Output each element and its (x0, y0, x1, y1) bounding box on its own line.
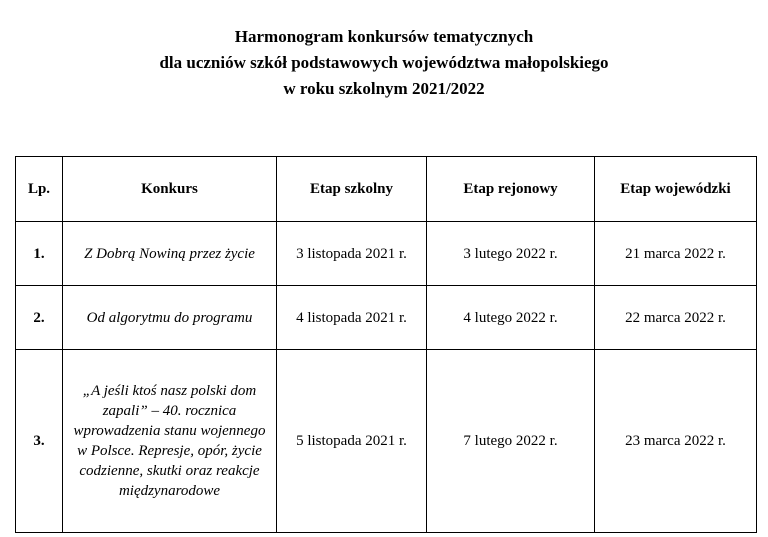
cell-konkurs-text: „A jeśli ktoś nasz polski dom zapali” – 40. rocznica wprowadzenia stanu wojennego w Polsce. Represje, opór, życie codzienne, skutki oraz reakcje międzynarodowe (73, 383, 266, 499)
cell-etap-szkolny: 4 listopada 2021 r. (277, 286, 427, 350)
title-line-3: w roku szkolnym 2021/2022 (283, 79, 485, 98)
cell-konkurs: Z Dobrą Nowiną przez życie (63, 222, 277, 286)
cell-konkurs: Od algorytmu do programu (63, 286, 277, 350)
cell-etap-wojewodzki: 21 marca 2022 r. (595, 222, 757, 286)
header-lp: Lp. (16, 157, 63, 222)
cell-etap-rejonowy: 3 lutego 2022 r. (427, 222, 595, 286)
cell-etap-rejonowy: 4 lutego 2022 r. (427, 286, 595, 350)
table-row (16, 222, 757, 286)
cell-etap-wojewodzki: 23 marca 2022 r. (595, 350, 757, 533)
cell-etap-szkolny: 5 listopada 2021 r. (277, 350, 427, 533)
cell-etap-wojewodzki: 22 marca 2022 r. (595, 286, 757, 350)
header-etap-wojewodzki: Etap wojewódzki (595, 157, 757, 222)
table-row (16, 350, 757, 533)
document-title (0, 24, 768, 102)
cell-etap-szkolny: 3 listopada 2021 r. (277, 222, 427, 286)
cell-konkurs (63, 350, 277, 533)
schedule-table (15, 156, 757, 533)
cell-etap-rejonowy: 7 lutego 2022 r. (427, 350, 595, 533)
header-etap-szkolny: Etap szkolny (277, 157, 427, 222)
table-header-row (16, 157, 757, 222)
table-row (16, 286, 757, 350)
cell-lp: 2. (16, 286, 63, 350)
header-konkurs: Konkurs (63, 157, 277, 222)
cell-lp: 1. (16, 222, 63, 286)
title-line-1: Harmonogram konkursów tematycznych (234, 27, 534, 46)
cell-lp: 3. (16, 350, 63, 533)
header-etap-rejonowy: Etap rejonowy (427, 157, 595, 222)
title-line-2: dla uczniów szkół podstawowych województwa małopolskiego (159, 53, 609, 72)
